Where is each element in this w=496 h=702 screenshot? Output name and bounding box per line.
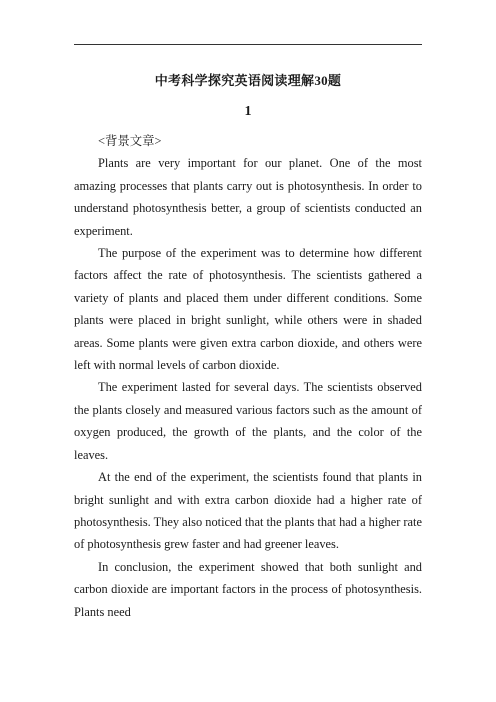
paragraph: At the end of the experiment, the scientists found that plants in bright sunlight and with extra carbon dioxide had a higher rate of photosynthesis. They also noticed that the plants that had a higher rate of photosynthesis grew faster and had greener leaves. xyxy=(74,470,423,552)
passage-label: <背景文章> xyxy=(98,134,162,148)
header-rule xyxy=(74,44,422,45)
paragraph: The experiment lasted for several days. The scientists observed the plants closely and measured various factors such as the amount of oxygen produced, the growth of the plants, and the color of the leaves. xyxy=(74,380,422,462)
paragraph: Plants are very important for our planet. One of the most amazing processes that plants carry out is photosynthesis. In order to understand photosynthesis better, a group of scientists conducted an experiment. xyxy=(74,156,422,238)
passage-body xyxy=(74,130,422,623)
document-title: 中考科学探究英语阅读理解30题 xyxy=(154,73,342,88)
paragraph: The purpose of the experiment was to determine how different factors affect the rate of photosynthesis. The scientists gathered a variety of plants and placed them under different conditions. Some plants were placed in bright sunlight, while others were in shaded areas. Some plants were given extra carbon dioxide, and others were left with normal levels of carbon dioxide. xyxy=(74,246,422,373)
paragraph: In conclusion, the experiment showed that both sunlight and carbon dioxide are important factors in the process of photosynthesis. Plants need xyxy=(74,559,422,619)
section-number: 1 xyxy=(244,104,252,119)
